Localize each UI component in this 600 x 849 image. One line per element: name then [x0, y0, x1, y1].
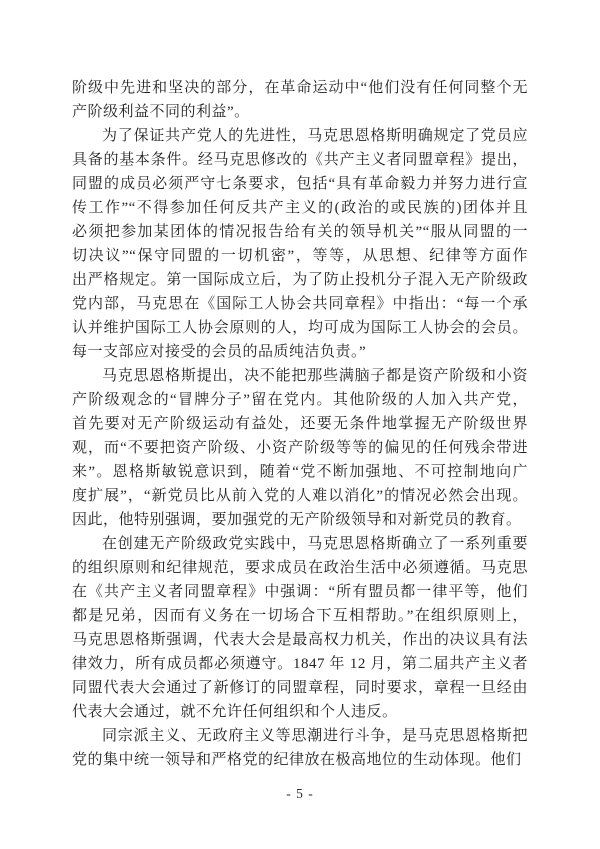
text-line: 律效力，所有成员都必须遵守。1847 年 12 月，第二届共产主义者: [72, 656, 528, 672]
text-line: 产阶级观念的“冒牌分子”留在党内。其他阶级的人加入共产党，: [72, 392, 528, 408]
text-line: 传工作”“不得参加任何反共产主义的(政治的或民族的)团体并且: [72, 200, 528, 216]
text-line: 具备的基本条件。经马克思修改的《共产主义者同盟章程》提出，: [72, 152, 528, 168]
text-line: 首先要对无产阶级运动有益处，还要无条件地掌握无产阶级世界: [72, 416, 528, 432]
text-line: 观，而“不要把资产阶级、小资产阶级等等的偏见的任何残余带进: [72, 440, 528, 456]
text-line: 为了保证共产党人的先进性，马克思恩格斯明确规定了党员应: [102, 128, 528, 144]
page-text: [72, 76, 528, 772]
text-line: 同盟代表大会通过了新修订的同盟章程，同时要求，章程一旦经由: [72, 680, 528, 696]
text-line: 都是兄弟，因而有义务在一切场合下互相帮助。”在组织原则上，: [72, 608, 528, 624]
text-line: 马克思恩格斯强调，代表大会是最高权力机关，作出的决议具有法: [72, 632, 528, 648]
text-line: 必须把参加某团体的情况报告给有关的领导机关”“服从同盟的一: [72, 224, 528, 240]
text-line: 出严格规定。第一国际成立后，为了防止投机分子混入无产阶级政: [72, 272, 528, 288]
text-line: 切决议”“保守同盟的一切机密”，等等，从思想、纪律等方面作: [72, 248, 528, 264]
text-line: 在创建无产阶级政党实践中，马克思恩格斯确立了一系列重要: [102, 536, 528, 552]
text-line: 在《共产主义者同盟章程》中强调：“所有盟员都一律平等，他们: [72, 584, 528, 600]
text-line: 认并维护国际工人协会原则的人，均可成为国际工人协会的会员。: [72, 320, 528, 336]
text-line: 同宗派主义、无政府主义等思潮进行斗争，是马克思恩格斯把: [102, 728, 528, 744]
text-line: 的组织原则和纪律规范，要求成员在政治生活中必须遵循。马克思: [72, 560, 528, 576]
text-line: 党内部，马克思在《国际工人协会共同章程》中指出：“每一个承: [72, 296, 528, 312]
text-line: 阶级中先进和坚决的部分，在革命运动中“他们没有任何同整个无: [72, 80, 528, 96]
page-number: - 5 -: [286, 786, 314, 801]
text-line: 度扩展”，“新党员比从前入党的人难以消化”的情况必然会出现。: [72, 488, 528, 504]
text-line: 来”。恩格斯敏锐意识到，随着“党不断加强地、不可控制地向广: [72, 464, 528, 480]
text-line: 每一支部应对接受的会员的品质纯洁负责。”: [72, 344, 367, 360]
text-line: 因此，他特别强调，要加强党的无产阶级领导和对新党员的教育。: [72, 512, 522, 528]
text-line: 代表大会通过，就不允许任何组织和个人违反。: [72, 704, 398, 720]
text-line: 同盟的成员必须严守七条要求，包括“具有革命毅力并努力进行宣: [72, 176, 528, 192]
text-line: 马克思恩格斯提出，决不能把那些满脑子都是资产阶级和小资: [102, 368, 528, 384]
text-line: 党的集中统一领导和严格党的纪律放在极高地位的生动体现。他们: [72, 752, 522, 768]
text-line: 产阶级利益不同的利益”。: [72, 104, 250, 120]
